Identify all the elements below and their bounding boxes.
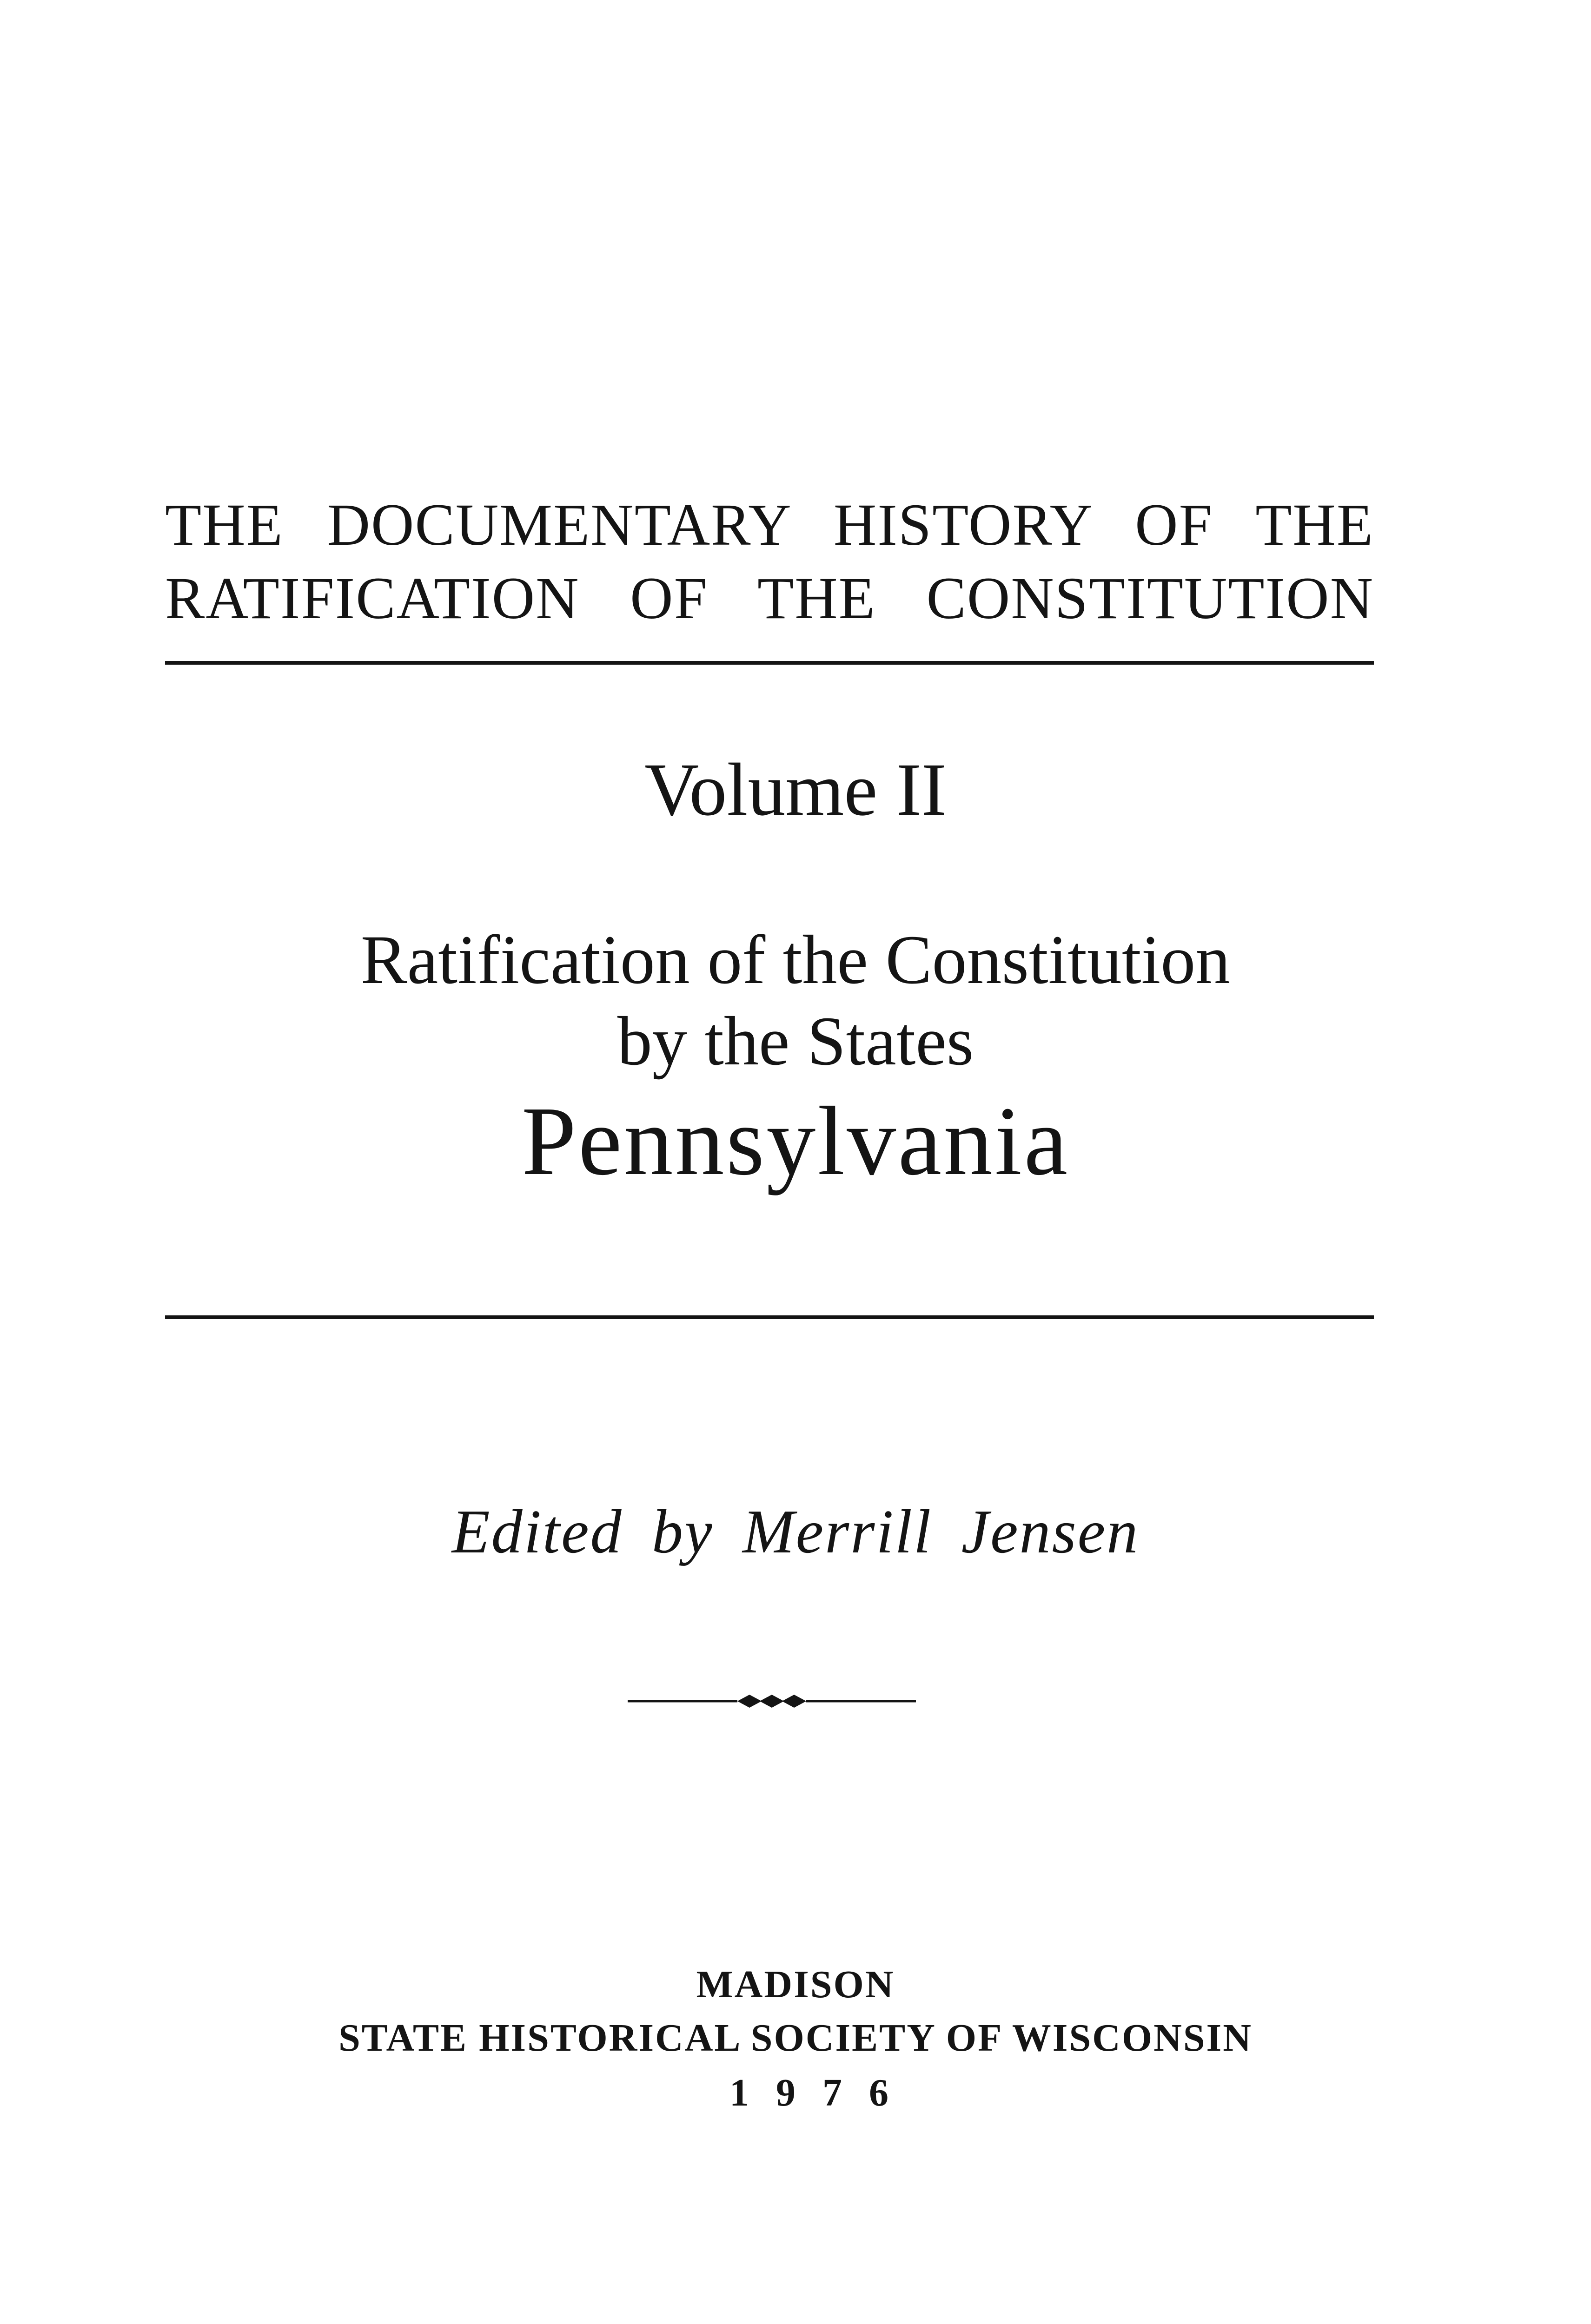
imprint-publisher: STATE HISTORICAL SOCIETY OF WISCONSIN [338,2016,1253,2060]
imprint-city: MADISON [696,1963,895,2006]
top-rule [165,661,1374,665]
subtitle-line-2: by the States [617,1003,974,1080]
volume-number: Volume II [644,748,947,832]
imprint-year: 1976 [729,2071,915,2114]
series-title-line-1: THE DOCUMENTARY HISTORY OF THE [165,492,1374,558]
state-name: Pennsylvania [521,1086,1070,1195]
editor-credit: Edited by Merrill Jensen [451,1497,1140,1566]
series-title-line-2: RATIFICATION OF THE CONSTITUTION [165,565,1374,631]
ornament-divider-icon [628,1687,916,1715]
series-title [165,488,1374,635]
subtitle-line-1: Ratification of the Constitution [360,921,1231,998]
bottom-rule [165,1315,1374,1319]
